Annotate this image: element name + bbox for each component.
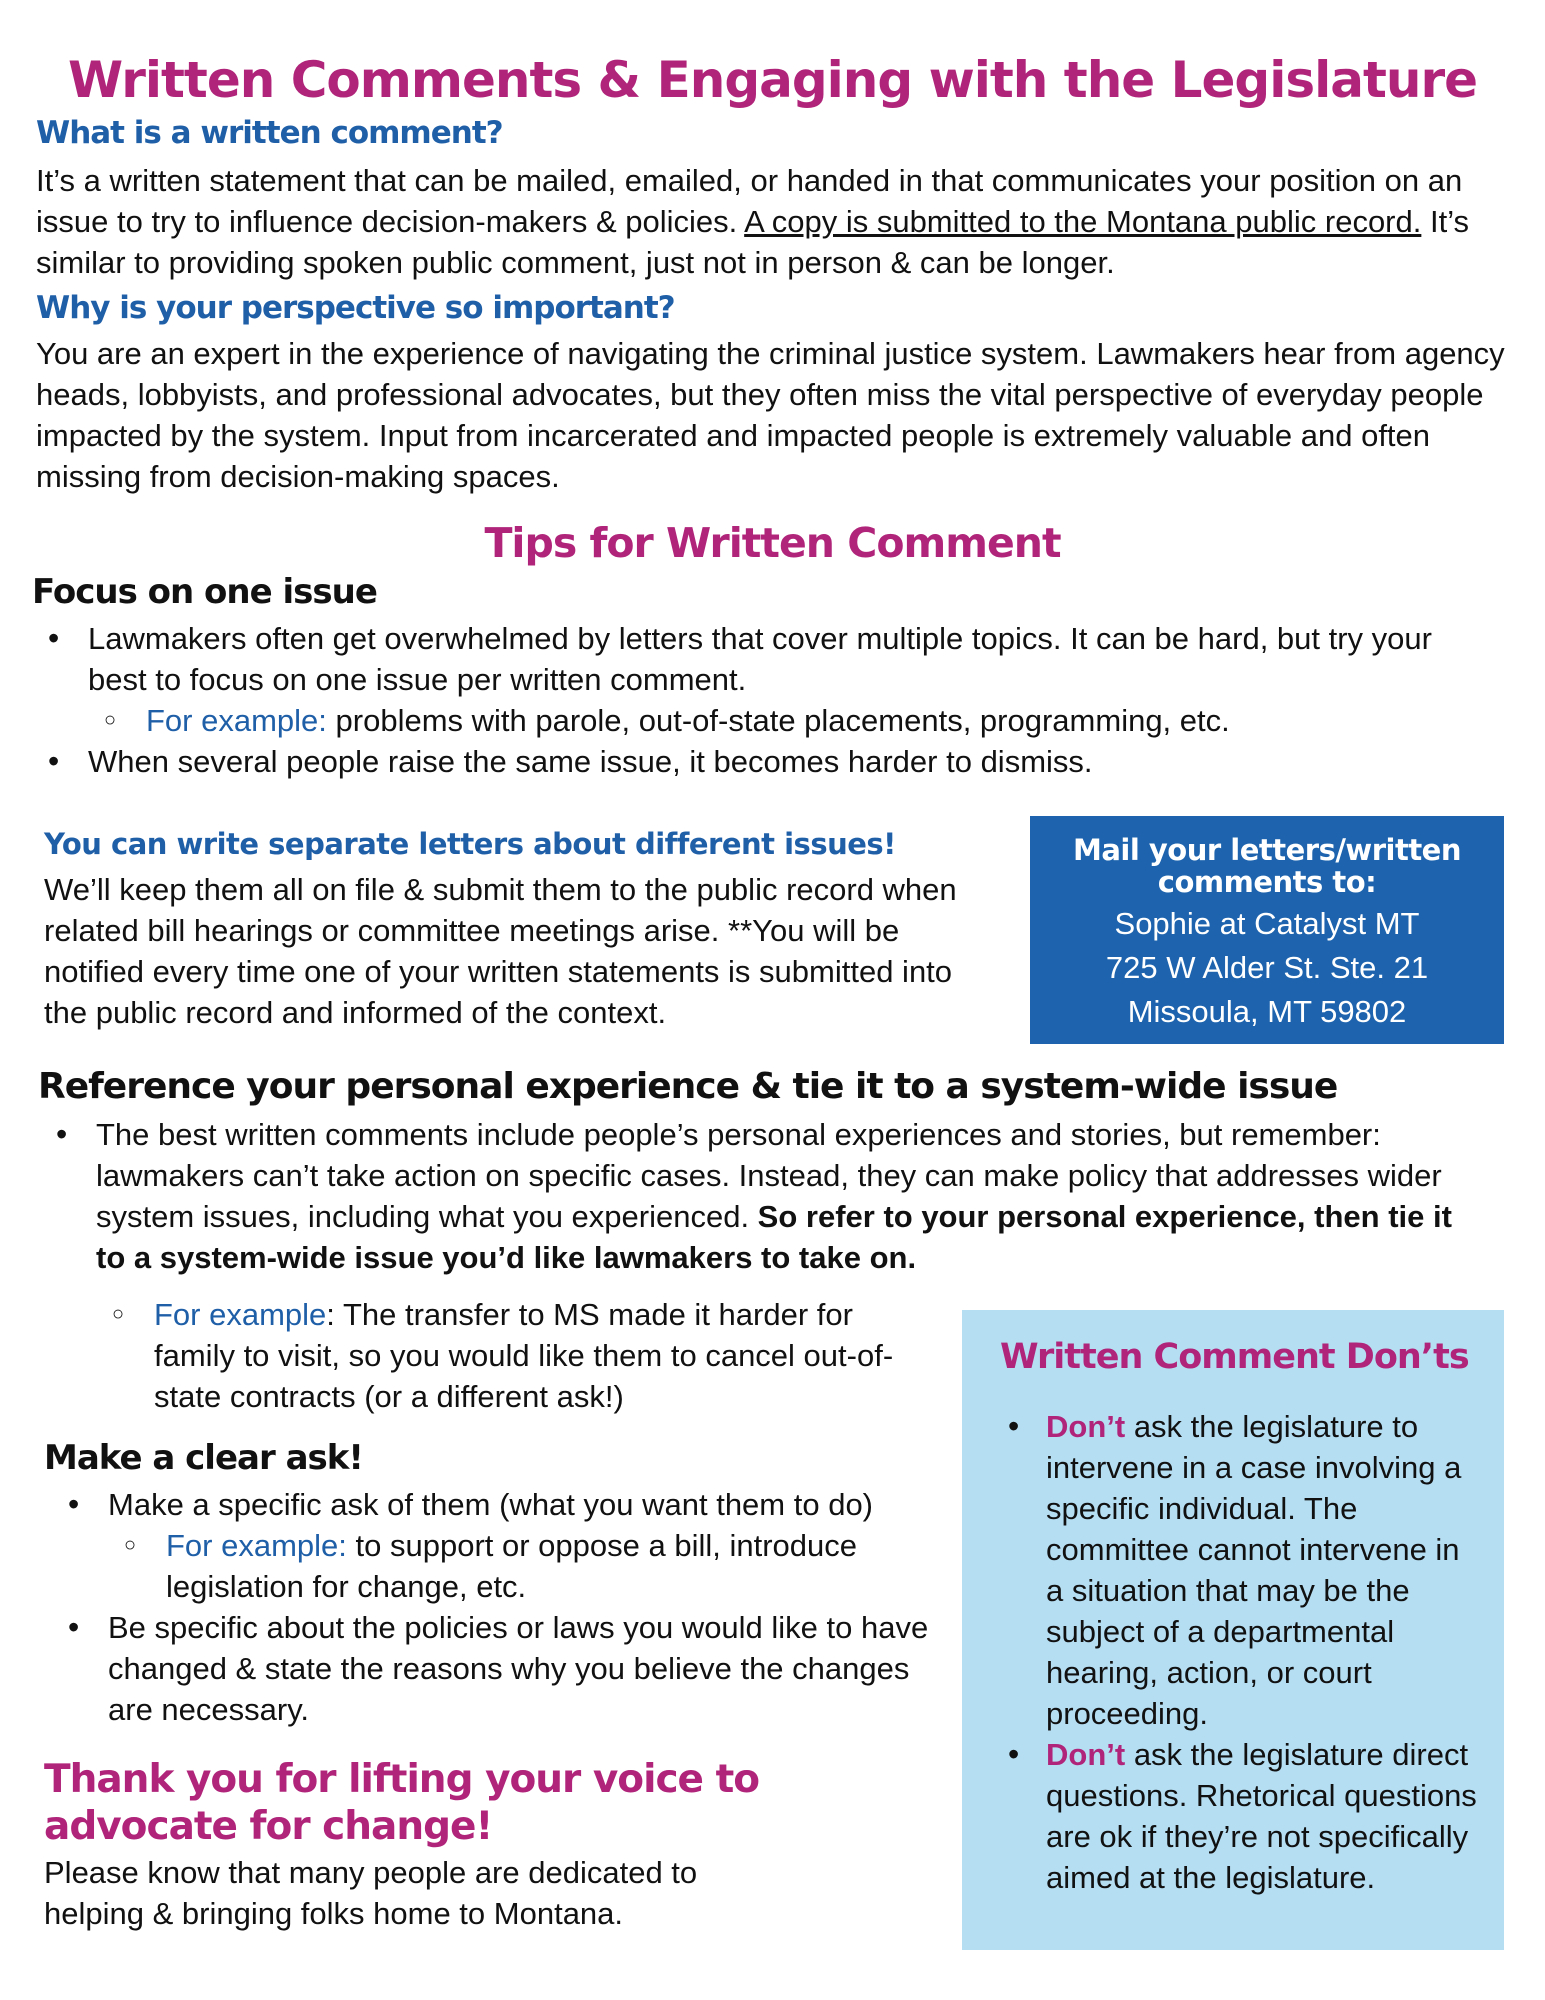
what-text-underlined: A copy is submitted to the Montana public record.	[744, 204, 1422, 239]
reference-bullet	[44, 1114, 1464, 1278]
focus-example	[36, 700, 1476, 741]
donts-item-1-label: Don’t	[1046, 1409, 1126, 1444]
donts-item-2-label: Don’t	[1046, 1737, 1126, 1772]
reference-heading: Reference your personal experience & tie it to a system-wide issue	[38, 1066, 1338, 1107]
donts-list	[1000, 1406, 1484, 1898]
ask-heading: Make a clear ask!	[44, 1438, 363, 1478]
donts-box	[962, 1310, 1504, 1950]
mail-line-2: 725 W Alder St. Ste. 21	[1105, 950, 1429, 985]
what-heading: What is a written comment?	[36, 115, 503, 151]
reference-bullet-text: The best written comments include people’s personal experiences and stories, but remember: lawmakers can’t take action on specific cases. Instead, they can make policy that addresses wider system issues, including what you experienced.	[96, 1117, 1442, 1234]
ask-example-text: to support or oppose a bill, introduce legislation for change, etc.	[166, 1528, 857, 1604]
donts-item-1-text: ask the legislature to intervene in a case involving a specific individual. The committee cannot intervene in a situation that may be the subject of a departmental hearing, action, or court proceeding.	[1046, 1409, 1462, 1731]
ask-example-label: For example:	[166, 1528, 347, 1563]
donts-item-2	[1000, 1734, 1484, 1898]
thanks-heading: Thank you for lifting your voice to advocate for change!	[44, 1757, 760, 1849]
mail-line-1: Sophie at Catalyst MT	[1114, 906, 1420, 941]
focus-heading: Focus on one issue	[32, 572, 377, 612]
ask-example	[56, 1525, 936, 1607]
donts-item-1	[1000, 1406, 1484, 1734]
reference-example	[44, 1294, 924, 1417]
page-title: Written Comments & Engaging with the Legislature	[67, 51, 1478, 109]
ask-bullet-2: • Be specific about the policies or laws you would like to have changed & state the reasons why you believe the changes are necessary.	[56, 1607, 936, 1730]
reference-bullet-item	[44, 1114, 1464, 1278]
focus-example-text: problems with parole, out-of-state placements, programming, etc.	[326, 703, 1230, 738]
what-text-1: It’s a written statement that can be mailed, emailed, or handed in that communicates your position on an issue to try to influence decision-makers & policies.	[36, 163, 1463, 239]
focus-example-label: For example:	[146, 703, 327, 738]
focus-bullet-2: • When several people raise the same issue, it becomes harder to dismiss.	[36, 741, 1476, 782]
focus-list	[36, 618, 1476, 782]
thanks-text: Please know that many people are dedicated to helping & bringing folks home to Montana.	[44, 1855, 698, 1931]
what-text-2: It’s similar to providing spoken public comment, just not in person & can be longer.	[36, 204, 1470, 280]
mail-box	[1030, 816, 1504, 1044]
separate-heading: You can write separate letters about different issues!	[44, 827, 896, 861]
mail-line-3: Missoula, MT 59802	[1127, 994, 1407, 1029]
reference-example-item	[44, 1294, 924, 1417]
tips-heading: Tips for Written Comment	[484, 519, 1061, 567]
donts-item-2-text: ask the legislature direct questions. Rhetorical questions are ok if they’re not specifically aimed at the legislature.	[1046, 1737, 1477, 1895]
reference-bullet-bold: So refer to your personal experience, then tie it to a system-wide issue you’d like lawmakers to take on.	[96, 1199, 1452, 1275]
ask-bullet-1: • Make a specific ask of them (what you want them to do)	[56, 1484, 936, 1525]
focus-bullet-1: • Lawmakers often get overwhelmed by letters that cover multiple topics. It can be hard, but try your best to focus on one issue per written comment.	[36, 618, 1476, 700]
separate-text: We’ll keep them all on file & submit them to the public record when related bill hearings or committee meetings arise. **You will be notified every time one of your written statements is submitted into the public record and informed of the context.	[44, 872, 957, 1030]
why-paragraph: You are an expert in the experience of navigating the criminal justice system. Lawmakers hear from agency heads, lobbyists, and professional advocates, but they often miss the vital perspective of everyday people impacted by the system. Input from incarcerated and impacted people is extremely valuable and often missing from decision-making spaces.	[36, 336, 1505, 494]
ask-list	[56, 1484, 936, 1730]
reference-example-text: : The transfer to MS made it harder for family to visit, so you would like them to cancel out-of-state contracts (or a different ask!)	[154, 1297, 894, 1414]
mail-heading: Mail your letters/written comments to:	[1072, 833, 1461, 899]
what-paragraph	[36, 160, 1506, 283]
donts-heading: Written Comment Don’ts	[1000, 1337, 1469, 1377]
why-heading: Why is your perspective so important?	[36, 290, 675, 326]
reference-example-label: For example	[154, 1297, 327, 1332]
